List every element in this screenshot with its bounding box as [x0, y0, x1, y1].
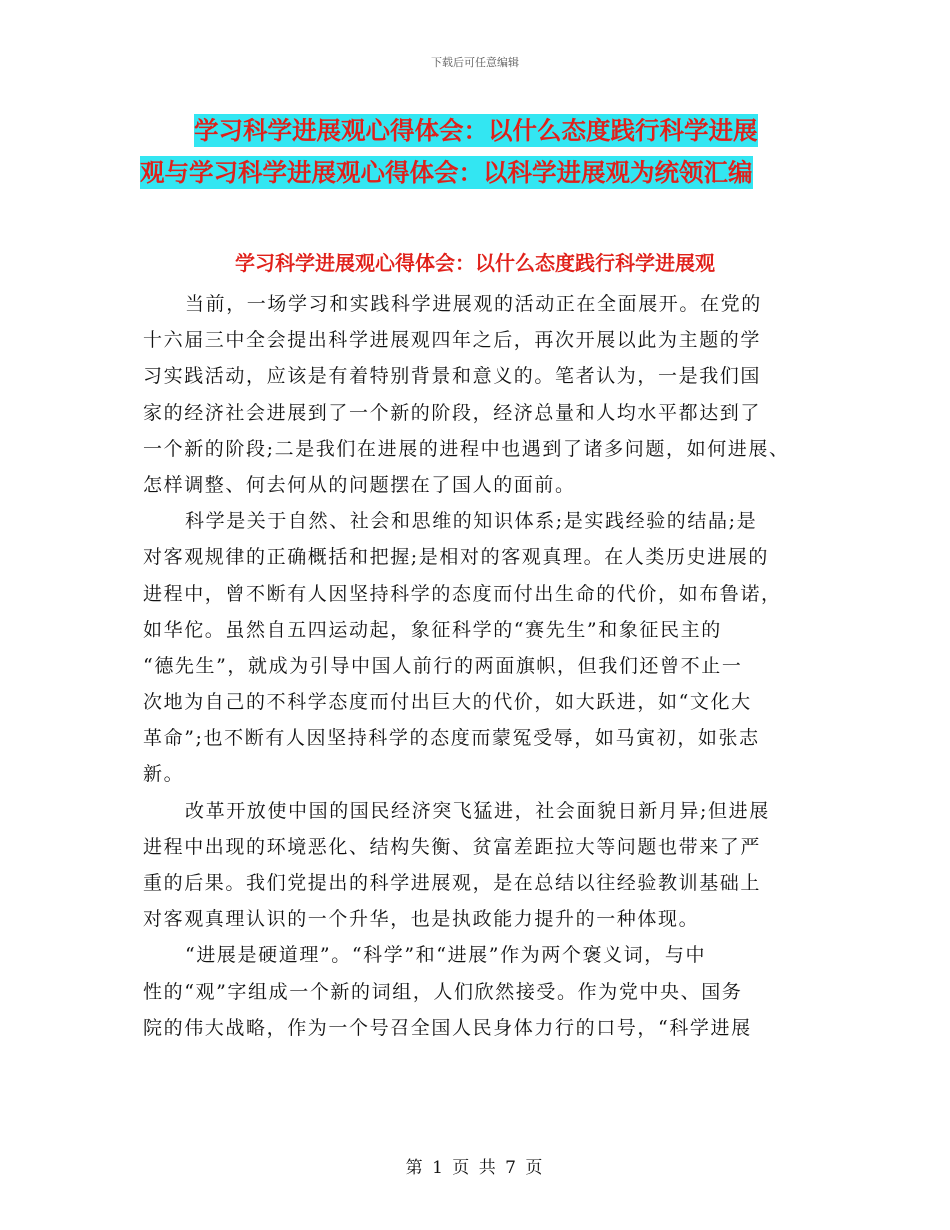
document-title-line-1: 学习科学进展观心得体会：以什么态度践行科学进展 — [194, 116, 758, 145]
paragraph-1-line: 当前，一场学习和实践科学进展观的活动正在全面展开。在党的 — [185, 293, 762, 315]
paragraph-2-line: 如华佗。虽然自五四运动起，象征科学的“赛先生”和象征民主的 — [143, 618, 722, 641]
body-text — [143, 286, 823, 1046]
paragraph-3-line: 进程中出现的环境恶化、结构失衡、贫富差距拉大等问题也带来了严 — [143, 835, 762, 858]
paragraph-4-line: 性的“观”字组成一个新的词组，人们欣然接受。作为党中央、国务 — [143, 980, 743, 1003]
paragraph-1-line: 怎样调整、何去何从的问题摆在了国人的面前。 — [143, 473, 576, 496]
paragraph-1-line: 一个新的阶段;二是我们在进展的进程中也遇到了诸多问题，如何进展、 — [143, 437, 790, 460]
paragraph-4-line: “进展是硬道理”。“科学”和“进展”作为两个褒义词，与中 — [185, 944, 707, 967]
paragraph-2-line: 革命”;也不断有人因坚持科学的态度而蒙冤受辱，如马寅初，如张志 — [143, 727, 760, 750]
page-number-footer: 第 1 页 共 7 页 — [405, 1158, 545, 1178]
paragraph-2-line: 进程中，曾不断有人因坚持科学的态度而付出生命的代价，如布鲁诺， — [143, 582, 782, 605]
paragraph-2-line: “德先生”，就成为引导中国人前行的两面旗帜，但我们还曾不止一 — [143, 654, 743, 677]
document-title-line-2: 观与学习科学进展观心得体会：以科学进展观为统领汇编 — [140, 158, 753, 187]
paragraph-1-line: 习实践活动，应该是有着特别背景和意义的。笔者认为，一是我们国 — [143, 365, 762, 388]
paragraph-1-line: 十六届三中全会提出科学进展观四年之后，再次开展以此为主题的学 — [143, 329, 762, 352]
paragraph-3-line: 改革开放使中国的国民经济突飞猛进，社会面貌日新月异;但进展 — [185, 799, 770, 822]
paragraph-3-line: 重的后果。我们党提出的科学进展观，是在总结以往经验教训基础上 — [143, 872, 762, 894]
paragraph-2-line: 次地为自己的不科学态度而付出巨大的代价，如大跃进，如“文化大 — [143, 691, 752, 714]
paragraph-2-line: 对客观规律的正确概括和把握;是相对的客观真理。在人类历史进展的 — [143, 546, 770, 569]
paragraph-1-line: 家的经济社会进展到了一个新的阶段，经济总量和人均水平都达到了 — [143, 401, 762, 424]
section-heading: 学习科学进展观心得体会：以什么态度践行科学进展观 — [235, 251, 715, 275]
header-note: 下载后可任意编辑 — [431, 56, 519, 69]
paragraph-3-line: 对客观真理认识的一个升华，也是执政能力提升的一种体现。 — [143, 908, 700, 931]
paragraph-4-line: 院的伟大战略，作为一个号召全国人民身体力行的口号，“科学进展 — [143, 1016, 752, 1039]
document-title — [140, 110, 810, 194]
paragraph-2-line: 科学是关于自然、社会和思维的知识体系;是实践经验的结晶;是 — [185, 510, 758, 533]
paragraph-2-line: 新。 — [143, 763, 185, 786]
